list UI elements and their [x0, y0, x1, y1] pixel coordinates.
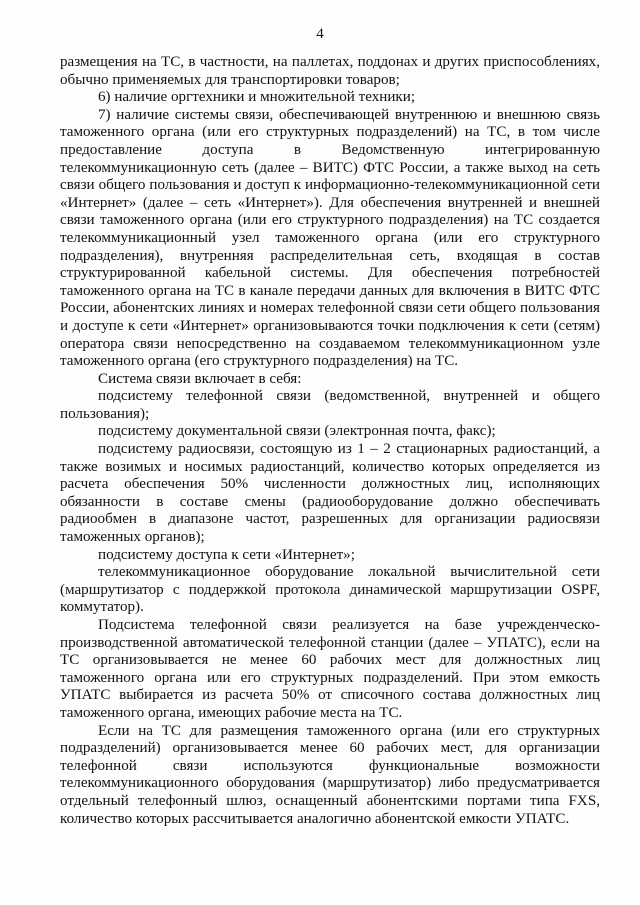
paragraph-internet-subsystem: подсистему доступа к сети «Интернет»;	[98, 546, 355, 563]
paragraph-item-6: 6) наличие оргтехники и множительной техники;	[98, 89, 416, 106]
paragraph-telephone-subsystem: подсистему телефонной связи (ведомственной, внутренней и общего пользования);	[60, 388, 600, 422]
paragraph-continuation: размещения на ТС, в частности, на паллетах, поддонах и других приспособлениях, обычно применяемых для транспортировки товаров;	[60, 54, 600, 88]
paragraph-system-includes: Система связи включает в себя:	[98, 370, 302, 387]
paragraph-lan-equipment: телекоммуникационное оборудование локальной вычислительной сети (маршрутизатор с поддержкой протокола динамической маршрутизации OSPF, коммутатор).	[60, 564, 600, 616]
document-body	[60, 54, 600, 828]
paragraph-document-subsystem: подсистему документальной связи (электронная почта, факс);	[98, 423, 496, 440]
paragraph-upats: Подсистема телефонной связи реализуется на базе учрежденческо-производственной автоматической телефонной станции (далее – УПАТС), если на ТС организовывается не менее 60 рабочих мест для должностных лиц таможенного органа или его структурных подразделений. При этом емкость УПАТС выбирается из расчета 50% от списочного состава должностных лиц таможенного органа, имеющих рабочие места на ТС.	[60, 617, 600, 721]
page-number: 4	[316, 26, 324, 42]
paragraph-radio-subsystem: подсистему радиосвязи, состоящую из 1 – 2 стационарных радиостанций, а также возимых и носимых радиостанций, количество которых определяется из расчета обеспечения 50% численности должностных лиц, исполняющих обязанности в составе смены (радиооборудование должно обеспечивать радиообмен в диапазоне частот, разрешенных для организации радиосвязи таможенных органов);	[60, 441, 600, 546]
paragraph-item-7: 7) наличие системы связи, обеспечивающей внутреннюю и внешнюю связь таможенного органа (или его структурных подразделений) на ТС, в том числе предоставление доступа в Ведомственную интегрированную телекоммуникационную сеть (далее – ВИТС) ФТС России, а также выход на сеть связи общего пользования и доступ к информационно-телекоммуникационной сети «Интернет» (далее – сеть «Интернет»). Для обеспечения внутренней и внешней связи таможенного органа (или его структурного подразделения) на ТС создается телекоммуникационный узел таможенного органа (или его структурного подразделения), внутренняя распределительная сеть, входящая в состав структурированной кабельной системы. Для обеспечения потребностей таможенного органа на ТС в канале передачи данных для включения в ВИТС ФТС России, абонентских линиях и номерах телефонной связи сети общего пользования и доступе к сети «Интернет» организовываются точки подключения к сети (сетям) оператора связи непосредственно на создаваемом телекоммуникационном узле таможенного органа (его структурного подразделения) на ТС.	[60, 106, 600, 370]
paragraph-less-than-60: Если на ТС для размещения таможенного органа (или его структурных подразделений) организовывается менее 60 рабочих мест, для организации телефонной связи используются функциональные возможности телекоммуникационного оборудования (маршрутизатор) либо предусматривается отдельный телефонный шлюз, оснащенный абонентскими портами типа FXS, количество которых рассчитывается аналогично абонентской емкости УПАТС.	[60, 722, 600, 827]
